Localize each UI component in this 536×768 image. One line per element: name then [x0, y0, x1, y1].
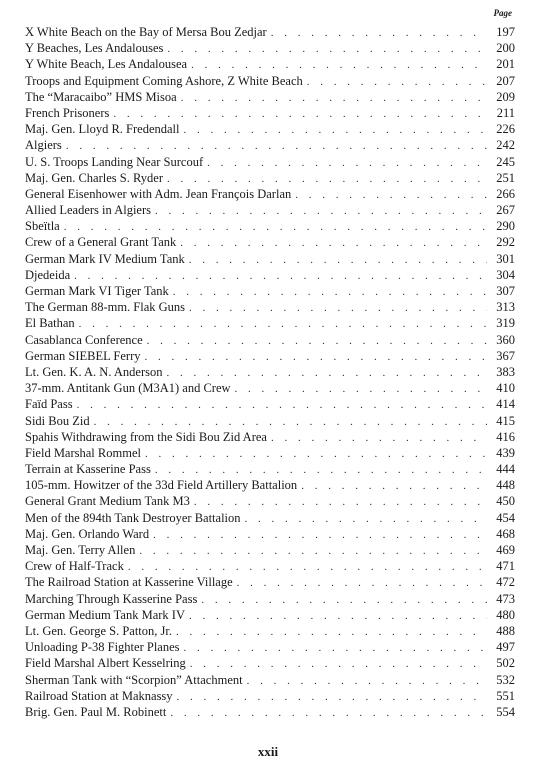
- entry-page-number: 450: [496, 494, 515, 509]
- entry-title: Lt. Gen. George S. Patton, Jr.: [25, 623, 172, 638]
- entry-page-number: 497: [496, 640, 515, 655]
- list-item: [25, 558, 515, 574]
- entry-page-number: 532: [496, 672, 515, 687]
- list-item: [25, 24, 515, 40]
- entry-title: German Mark IV Medium Tank: [25, 251, 185, 266]
- list-item: [25, 510, 515, 526]
- dot-leader: [271, 25, 487, 41]
- entry-page-number: 201: [496, 57, 515, 72]
- list-item: [25, 89, 515, 105]
- entry-page-number: 416: [496, 429, 515, 444]
- entry-title: U. S. Troops Landing Near Surcouf: [25, 154, 204, 169]
- entry-title: Sherman Tank with “Scorpion” Attachment: [25, 672, 243, 687]
- entry-page-number: 211: [496, 105, 515, 120]
- list-item: [25, 121, 515, 137]
- entry-page-number: 304: [496, 267, 515, 282]
- entry-title: French Prisoners: [25, 105, 110, 120]
- entry-page-number: 226: [496, 122, 515, 137]
- list-item: [25, 315, 515, 331]
- entry-title: Brig. Gen. Paul M. Robinett: [25, 704, 167, 719]
- entry-title: Men of the 894th Tank Destroyer Battalion: [25, 510, 241, 525]
- entry-title: Lt. Gen. K. A. N. Anderson: [25, 364, 163, 379]
- list-item: [25, 202, 515, 218]
- entry-title: The Railroad Station at Kasserine Village: [25, 575, 233, 590]
- entry-title: German Mark VI Tiger Tank: [25, 284, 169, 298]
- entry-page-number: 468: [496, 526, 515, 541]
- list-item: [25, 154, 515, 170]
- entry-title: Marching Through Kasserine Pass: [25, 591, 198, 606]
- dot-leader: [184, 122, 488, 138]
- list-item: [25, 40, 515, 56]
- dot-leader: [113, 106, 487, 122]
- dot-leader: [155, 203, 487, 219]
- entry-title: Casablanca Conference: [25, 332, 143, 347]
- dot-leader: [66, 138, 487, 154]
- entry-title: Maj. Gen. Charles S. Ryder: [25, 170, 164, 185]
- dot-leader: [139, 543, 487, 559]
- list-item: [25, 493, 515, 509]
- entry-title: Field Marshal Rommel: [25, 445, 141, 460]
- entry-title: Faïd Pass: [25, 397, 73, 412]
- entry-title: General Eisenhower with Adm. Jean François Darlan: [25, 186, 292, 201]
- entry-title: Crew of a General Grant Tank: [25, 235, 177, 250]
- list-item: [25, 574, 515, 590]
- dot-leader: [189, 252, 487, 268]
- entry-page-number: 473: [496, 591, 515, 606]
- entry-title: Allied Leaders in Algiers: [25, 203, 152, 218]
- dot-leader: [190, 656, 487, 672]
- entry-title: Y Beaches, Les Andalouses: [25, 41, 164, 56]
- list-item: [25, 461, 515, 477]
- entry-title: Troops and Equipment Coming Ashore, Z White Beach: [25, 73, 303, 88]
- list-item: [25, 639, 515, 655]
- list-item: [25, 526, 515, 542]
- entry-page-number: 200: [496, 41, 515, 56]
- list-item: [25, 623, 515, 639]
- entry-title: Crew of Half-Track: [25, 559, 124, 574]
- entry-page-number: 367: [496, 348, 515, 363]
- entry-page-number: 209: [496, 89, 515, 104]
- dot-leader: [167, 171, 487, 187]
- entry-page-number: 488: [496, 623, 515, 638]
- entry-title: Railroad Station at Maknassy: [25, 688, 173, 703]
- entry-page-number: 439: [496, 445, 515, 460]
- entry-page-number: 554: [496, 704, 515, 719]
- dot-leader: [176, 624, 487, 640]
- entry-title: Maj. Gen. Terry Allen: [25, 543, 136, 557]
- dot-leader: [74, 268, 487, 284]
- list-item: [25, 607, 515, 623]
- list-item: [25, 413, 515, 429]
- dot-leader: [189, 608, 487, 624]
- entry-page-number: 472: [496, 575, 515, 590]
- dot-leader: [145, 446, 487, 462]
- list-item: [25, 105, 515, 121]
- list-item: [25, 396, 515, 412]
- entry-page-number: 454: [496, 510, 515, 525]
- list-item: [25, 364, 515, 380]
- dot-leader: [194, 494, 487, 510]
- entry-title: El Bathan: [25, 316, 75, 331]
- dot-leader: [153, 527, 487, 543]
- dot-leader: [180, 235, 487, 251]
- dot-leader: [237, 575, 487, 591]
- entry-page-number: 313: [496, 300, 515, 315]
- list-item: [25, 672, 515, 688]
- entry-title: Algiers: [25, 138, 62, 153]
- entry-title: The German 88-mm. Flak Guns: [25, 300, 186, 315]
- dot-leader: [295, 187, 487, 203]
- entry-page-number: 471: [496, 559, 515, 574]
- dot-leader: [167, 41, 487, 57]
- dot-leader: [155, 462, 487, 478]
- entry-title: Field Marshal Albert Kesselring: [25, 656, 186, 671]
- dot-leader: [79, 316, 487, 332]
- list-item: [25, 267, 515, 283]
- entry-title: Spahis Withdrawing from the Sidi Bou Zid Area: [25, 429, 267, 444]
- dot-leader: [301, 478, 487, 494]
- entry-page-number: 360: [496, 332, 515, 347]
- list-item: [25, 591, 515, 607]
- dot-leader: [271, 430, 487, 446]
- entry-page-number: 301: [496, 251, 515, 266]
- page-number: xxii: [257, 744, 279, 759]
- entry-title: 37-mm. Antitank Gun (M3A1) and Crew: [25, 381, 231, 396]
- dot-leader: [173, 284, 487, 300]
- dot-leader: [147, 333, 487, 349]
- entry-title: Sidi Bou Zid: [25, 413, 90, 428]
- list-item: [25, 655, 515, 671]
- entry-page-number: 414: [496, 397, 515, 412]
- dot-leader: [184, 640, 487, 656]
- list-item: [25, 56, 515, 72]
- entry-page-number: 469: [496, 543, 515, 557]
- dot-leader: [247, 673, 487, 689]
- entry-title: Terrain at Kasserine Pass: [25, 462, 151, 477]
- entry-title: 105-mm. Howitzer of the 33d Field Artillery Battalion: [25, 478, 298, 493]
- entry-title: X White Beach on the Bay of Mersa Bou Zedjar: [25, 25, 267, 39]
- dot-leader: [245, 511, 487, 527]
- list-item: [25, 137, 515, 153]
- entry-title: Maj. Gen. Lloyd R. Fredendall: [25, 122, 180, 137]
- list-item: [25, 332, 515, 348]
- dot-leader: [94, 414, 487, 430]
- entry-page-number: 307: [496, 284, 515, 298]
- entry-page-number: 415: [496, 413, 515, 428]
- page-column-header: Page: [493, 8, 512, 18]
- dot-leader: [167, 365, 488, 381]
- entry-page-number: 383: [496, 364, 515, 379]
- entry-title: German Medium Tank Mark IV: [25, 607, 185, 622]
- entry-page-number: 480: [496, 607, 515, 622]
- entry-title: Unloading P-38 Fighter Planes: [25, 640, 180, 655]
- list-item: [25, 251, 515, 267]
- entry-page-number: 292: [496, 235, 515, 250]
- dot-leader: [128, 559, 487, 575]
- entry-page-number: 551: [496, 688, 515, 703]
- entry-page-number: 242: [496, 138, 515, 153]
- list-item: [25, 704, 515, 720]
- list-item: [25, 348, 515, 364]
- list-item: [25, 299, 515, 315]
- entry-page-number: 444: [496, 462, 515, 477]
- entry-title: General Grant Medium Tank M3: [25, 494, 190, 509]
- entry-title: German SIEBEL Ferry: [25, 348, 141, 363]
- dot-leader: [207, 155, 487, 171]
- entry-page-number: 197: [496, 25, 515, 39]
- entry-title: The “Maracaibo” HMS Misoa: [25, 89, 177, 104]
- dot-leader: [170, 705, 487, 721]
- list-of-illustrations: [25, 24, 515, 720]
- list-item: [25, 542, 515, 558]
- entry-page-number: 266: [496, 186, 515, 201]
- dot-leader: [77, 397, 487, 413]
- list-item: [25, 380, 515, 396]
- list-item: [25, 477, 515, 493]
- list-item: [25, 445, 515, 461]
- list-item: [25, 186, 515, 202]
- entry-page-number: 410: [496, 381, 515, 396]
- list-item: [25, 73, 515, 89]
- entry-page-number: 251: [496, 170, 515, 185]
- entry-page-number: 245: [496, 154, 515, 169]
- entry-page-number: 290: [496, 219, 515, 234]
- dot-leader: [235, 381, 487, 397]
- entry-page-number: 267: [496, 203, 515, 218]
- entry-title: Sbeïtla: [25, 219, 60, 234]
- entry-page-number: 502: [496, 656, 515, 671]
- list-item: [25, 283, 515, 299]
- entry-title: Djedeida: [25, 267, 71, 282]
- list-item: [25, 170, 515, 186]
- entry-page-number: 448: [496, 478, 515, 493]
- dot-leader: [191, 57, 487, 73]
- dot-leader: [189, 300, 487, 316]
- list-item: [25, 688, 515, 704]
- dot-leader: [181, 90, 487, 106]
- entry-title: Maj. Gen. Orlando Ward: [25, 526, 150, 541]
- dot-leader: [144, 349, 487, 365]
- list-item: [25, 429, 515, 445]
- dot-leader: [177, 689, 487, 705]
- dot-leader: [307, 74, 487, 90]
- list-item: [25, 234, 515, 250]
- entry-page-number: 207: [496, 73, 515, 88]
- entry-title: Y White Beach, Les Andalousea: [25, 57, 188, 72]
- list-item: [25, 218, 515, 234]
- entry-page-number: 319: [496, 316, 515, 331]
- dot-leader: [201, 592, 487, 608]
- dot-leader: [64, 219, 487, 235]
